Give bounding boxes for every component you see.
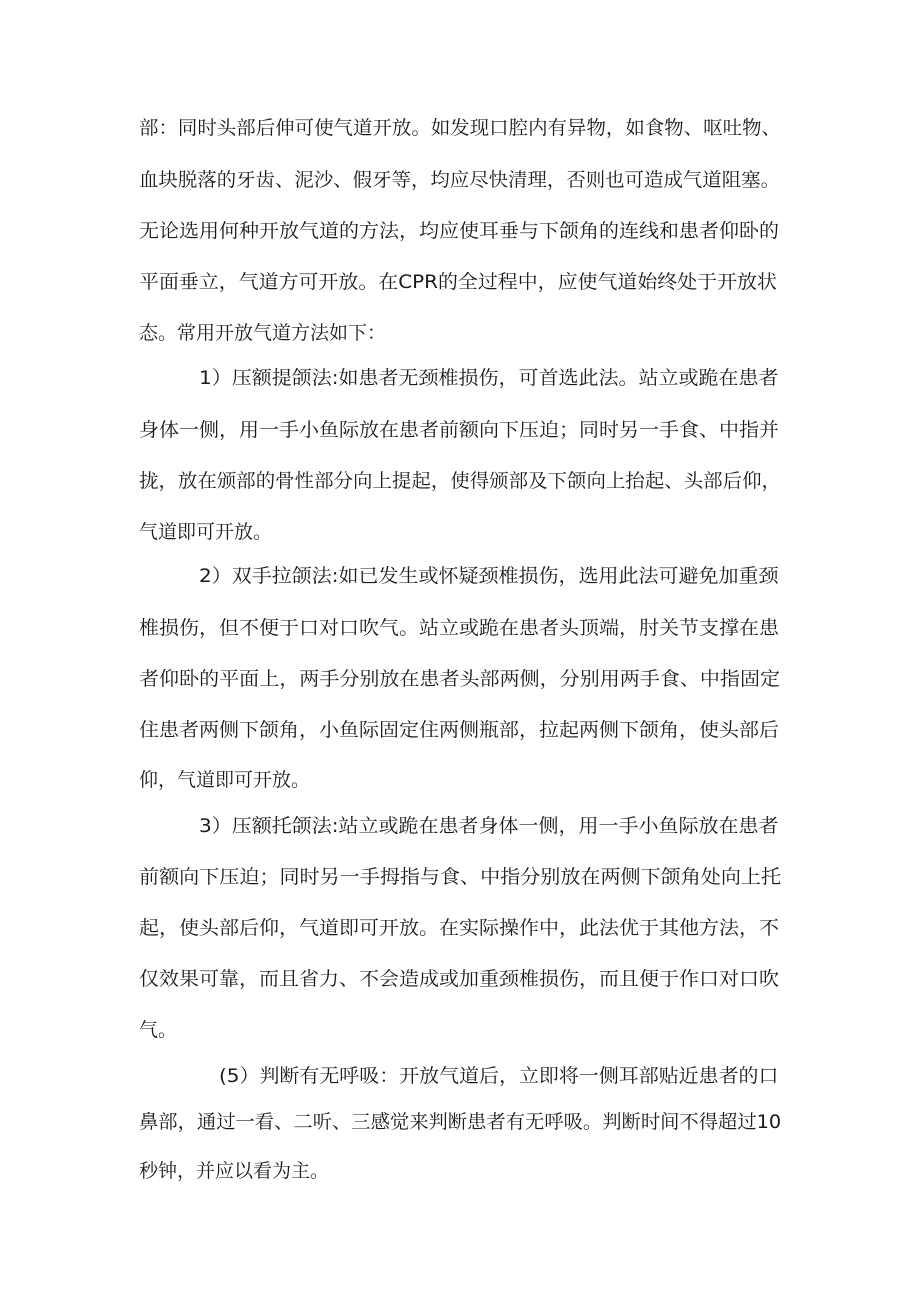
- text-line: 秒钟，并应以看为主。: [139, 1160, 330, 1182]
- text-line: 鼻部，通过一看、二听、三感觉来判断患者有无呼吸。判断时间不得超过10: [139, 1111, 782, 1133]
- text-line: 仰，气道即可开放。: [139, 769, 311, 791]
- text-line: 部：同时头部后伸可使气道开放。如发现口腔内有异物，如食物、呕吐物、: [139, 117, 782, 139]
- text-line: 住患者两侧下颌角，小鱼际固定住两侧瓶部，拉起两侧下颌角，使头部后: [139, 719, 780, 741]
- text-line: 血块脱落的牙齿、泥沙、假牙等，均应尽快清理，否则也可造成气道阻塞。: [139, 169, 781, 191]
- text-line: 平面垂立，气道方可开放。在CPR的全过程中，应使气道始终处于开放状: [139, 271, 777, 293]
- text-line: 拢，放在颁部的骨性部分向上提起，使得颁部及下颌向上抬起、头部后仰，: [139, 470, 782, 492]
- text-line: 无论选用何种开放气道的方法，均应使耳垂与下颌角的连线和患者仰卧的: [139, 220, 780, 242]
- text-line: 气。: [139, 1019, 178, 1041]
- text-line: 气道即可开放。: [139, 521, 273, 543]
- text-line: 态。常用开放气道方法如下：: [139, 322, 387, 344]
- text-line: 2）双手拉颌法:如已发生或怀疑颈椎损伤，选用此法可避免加重颈: [199, 565, 779, 587]
- text-line: 1）压额提颌法:如患者无颈椎损伤，可首选此法。站立或跪在患者: [199, 367, 779, 389]
- text-line: 前额向下压迫；同时另一手拇指与食、中指分别放在两侧下颌角处向上托: [139, 866, 782, 888]
- text-line: 身体一侧，用一手小鱼际放在患者前额向下压迫；同时另一手食、中指并: [139, 419, 780, 441]
- text-line: 椎损伤，但不便于口对口吹气。站立或跪在患者头顶端，肘关节支撑在患: [139, 617, 780, 639]
- text-line: (5）判断有无呼吸：开放气道后，立即将一侧耳部贴近患者的口: [219, 1065, 779, 1087]
- text-line: 起，使头部后仰，气道即可开放。在实际操作中，此法优于其他方法，不: [139, 917, 780, 939]
- text-line: 3）压额托颌法:站立或跪在患者身体一侧，用一手小鱼际放在患者: [199, 815, 779, 837]
- text-line: 者仰卧的平面上，两手分别放在患者头部两侧，分别用两手食、中指固定: [139, 668, 781, 690]
- text-line: 仅效果可靠，而且省力、不会造成或加重颈椎损伤，而且便于作口对口吹: [139, 968, 780, 990]
